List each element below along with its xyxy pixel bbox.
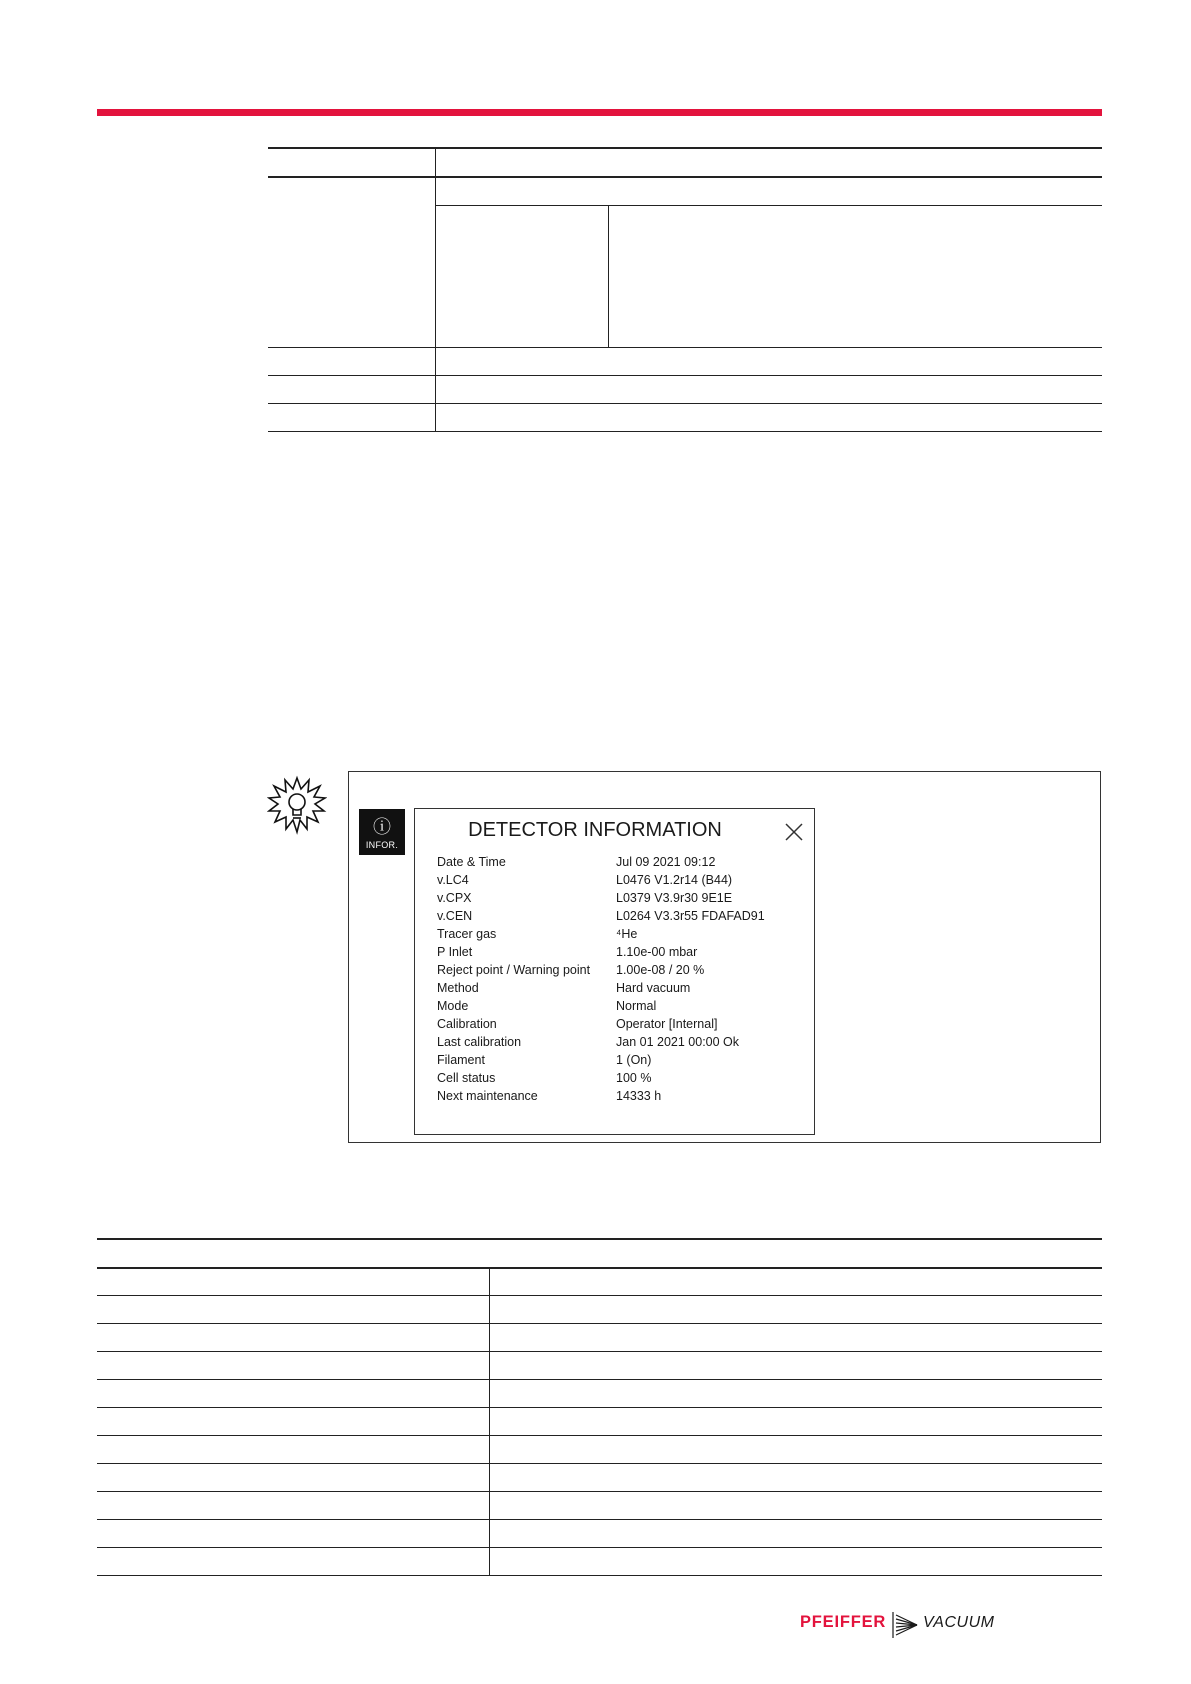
info-button-label: INFOR. [365,840,399,850]
info-key: Mode [437,999,469,1013]
logo-right-text: VACUUM [923,1614,995,1631]
detector-info-dialog [414,808,815,1135]
info-key: v.CEN [437,909,473,923]
info-key: Reject point / Warning point [437,963,591,977]
logo-mark-icon [891,1610,919,1640]
info-value: L0264 V3.3r55 FDAFAD91 [616,909,765,923]
header-accent-bar [97,109,1102,116]
info-value: L0379 V3.9r30 9E1E [616,891,733,905]
info-value: 1 (On) [616,1053,652,1067]
info-value: Hard vacuum [616,981,691,995]
info-key: Last calibration [437,1035,522,1049]
info-key: Filament [437,1053,485,1067]
info-button[interactable] [359,809,405,855]
info-key: P Inlet [437,945,473,959]
info-key: v.LC4 [437,873,469,887]
info-key: Cell status [437,1071,496,1085]
info-key: v.CPX [437,891,472,905]
info-value: Operator [Internal] [616,1017,718,1031]
info-value: L0476 V1.2r14 (B44) [616,873,733,887]
close-icon[interactable] [783,821,805,843]
info-value: 14333 h [616,1089,662,1103]
info-value: Jul 09 2021 09:12 [616,855,716,869]
info-key: Method [437,981,479,995]
dialog-title: DETECTOR INFORMATION [468,819,722,841]
info-icon: ⓘ [373,817,391,838]
info-value: 1.00e-08 / 20 % [616,963,705,977]
logo-left-text: PFEIFFER [800,1613,887,1631]
info-key: Next maintenance [437,1089,538,1103]
lightbulb-icon [267,775,327,835]
info-value: Jan 01 2021 00:00 Ok [616,1035,740,1049]
info-value: Normal [616,999,657,1013]
info-key: Date & Time [437,855,506,869]
info-key: Calibration [437,1017,497,1031]
info-value: ⁴He [616,927,638,941]
info-value: 100 % [616,1071,652,1085]
info-key: Tracer gas [437,927,497,941]
info-value: 1.10e-00 mbar [616,945,698,959]
